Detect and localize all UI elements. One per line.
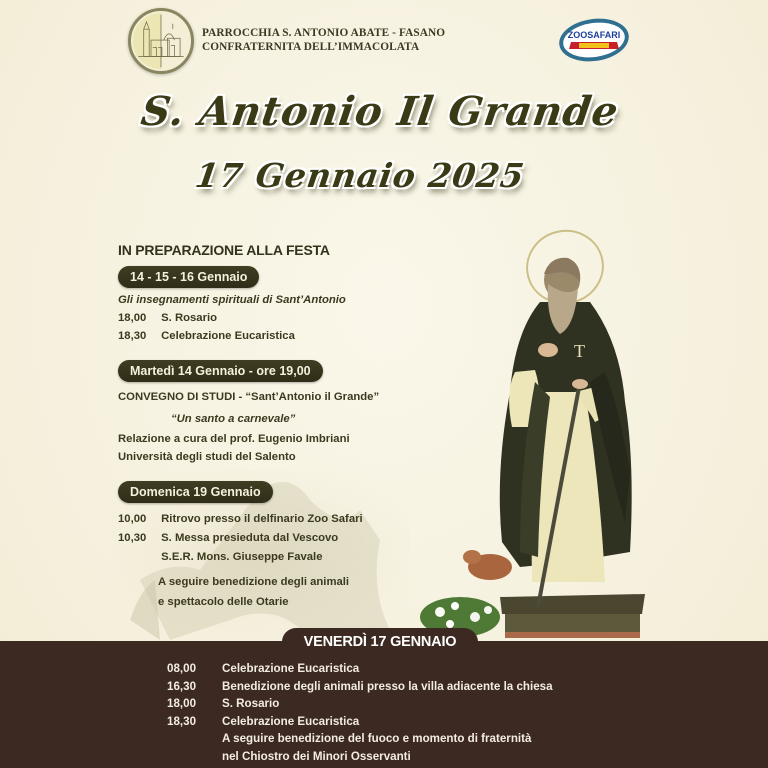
- date-pill-19-january: Domenica 19 Gennaio: [118, 481, 273, 503]
- schedule-time: 16,30: [167, 679, 197, 693]
- schedule-time: 18,30: [167, 714, 197, 728]
- schedule-time: 18,00: [118, 312, 147, 324]
- schedule-time: 18,00: [167, 697, 197, 710]
- schedule-text: Celebrazione Eucaristica: [161, 330, 295, 342]
- teachings-subtitle: Gli insegnamenti spirituali di Sant’Antonio: [118, 294, 346, 306]
- schedule-row: [118, 550, 322, 564]
- conference-speaker: Relazione a cura del prof. Eugenio Imbriani: [118, 433, 350, 445]
- svg-text:T: T: [574, 341, 585, 361]
- schedule-text: Celebrazione Eucaristica: [222, 714, 360, 728]
- schedule-row: [167, 695, 553, 713]
- schedule-text: Benedizione degli animali presso la villa adiacente la chiesa: [222, 679, 553, 693]
- confraternity-name: CONFRATERNITA DELL’IMMACOLATA: [202, 41, 420, 53]
- conference-university: Università degli studi del Salento: [118, 451, 296, 463]
- schedule-text: Celebrazione Eucaristica: [222, 662, 360, 675]
- schedule-text: S. Messa presieduta dal Vescovo: [161, 532, 339, 544]
- schedule-row: [118, 329, 295, 343]
- schedule-row: [167, 713, 553, 731]
- schedule-row: [167, 748, 553, 766]
- preparation-heading: IN PREPARAZIONE ALLA FESTA: [118, 242, 330, 258]
- schedule-text: S. Rosario: [161, 312, 218, 324]
- schedule-text: nel Chiostro dei Minori Osservanti: [222, 749, 411, 763]
- schedule-text: Ritrovo presso il delfinario Zoo Safari: [161, 513, 363, 525]
- schedule-row: [167, 660, 553, 678]
- organizer-text: [202, 26, 445, 54]
- feast-day-schedule: [167, 660, 553, 765]
- schedule-time: 10,00: [118, 513, 147, 525]
- schedule-time: 08,00: [167, 662, 197, 675]
- conference-subtitle: “Un santo a carnevale”: [171, 413, 296, 425]
- schedule-row: [118, 512, 363, 526]
- saint-anthony-statue-image: [420, 222, 660, 642]
- zoosafari-logo-icon: [557, 16, 631, 64]
- church-logo-icon: [128, 8, 194, 74]
- note-line: e spettacolo delle Otarie: [158, 596, 289, 608]
- schedule-time: 10,30: [118, 532, 147, 544]
- schedule-text: S. Rosario: [222, 697, 280, 710]
- parish-name: PARROCCHIA S. ANTONIO ABATE - FASANO: [202, 27, 446, 39]
- event-title: S. Antonio Il Grande: [138, 88, 622, 135]
- date-pill-14-january-conference: Martedì 14 Gennaio - ore 19,00: [118, 360, 323, 382]
- event-date: 17 Gennaio 2025: [192, 156, 528, 195]
- conference-title: CONVEGNO DI STUDI - “Sant’Antonio il Grande”: [118, 391, 380, 403]
- schedule-text: A seguire benedizione del fuoco e momento di fraternità: [222, 732, 532, 745]
- schedule-row: [167, 678, 553, 696]
- date-pill-14-16-january: 14 - 15 - 16 Gennaio: [118, 266, 259, 288]
- note-line: A seguire benedizione degli animali: [158, 576, 350, 588]
- svg-text:ZOOSAFARI: ZOOSAFARI: [567, 30, 621, 40]
- schedule-row: [167, 730, 553, 748]
- schedule-row: [118, 311, 217, 325]
- schedule-text: S.E.R. Mons. Giuseppe Favale: [161, 551, 323, 563]
- schedule-time: 18,30: [118, 330, 147, 342]
- schedule-row: [118, 531, 338, 545]
- feast-day-heading: VENERDÌ 17 GENNAIO: [282, 628, 478, 656]
